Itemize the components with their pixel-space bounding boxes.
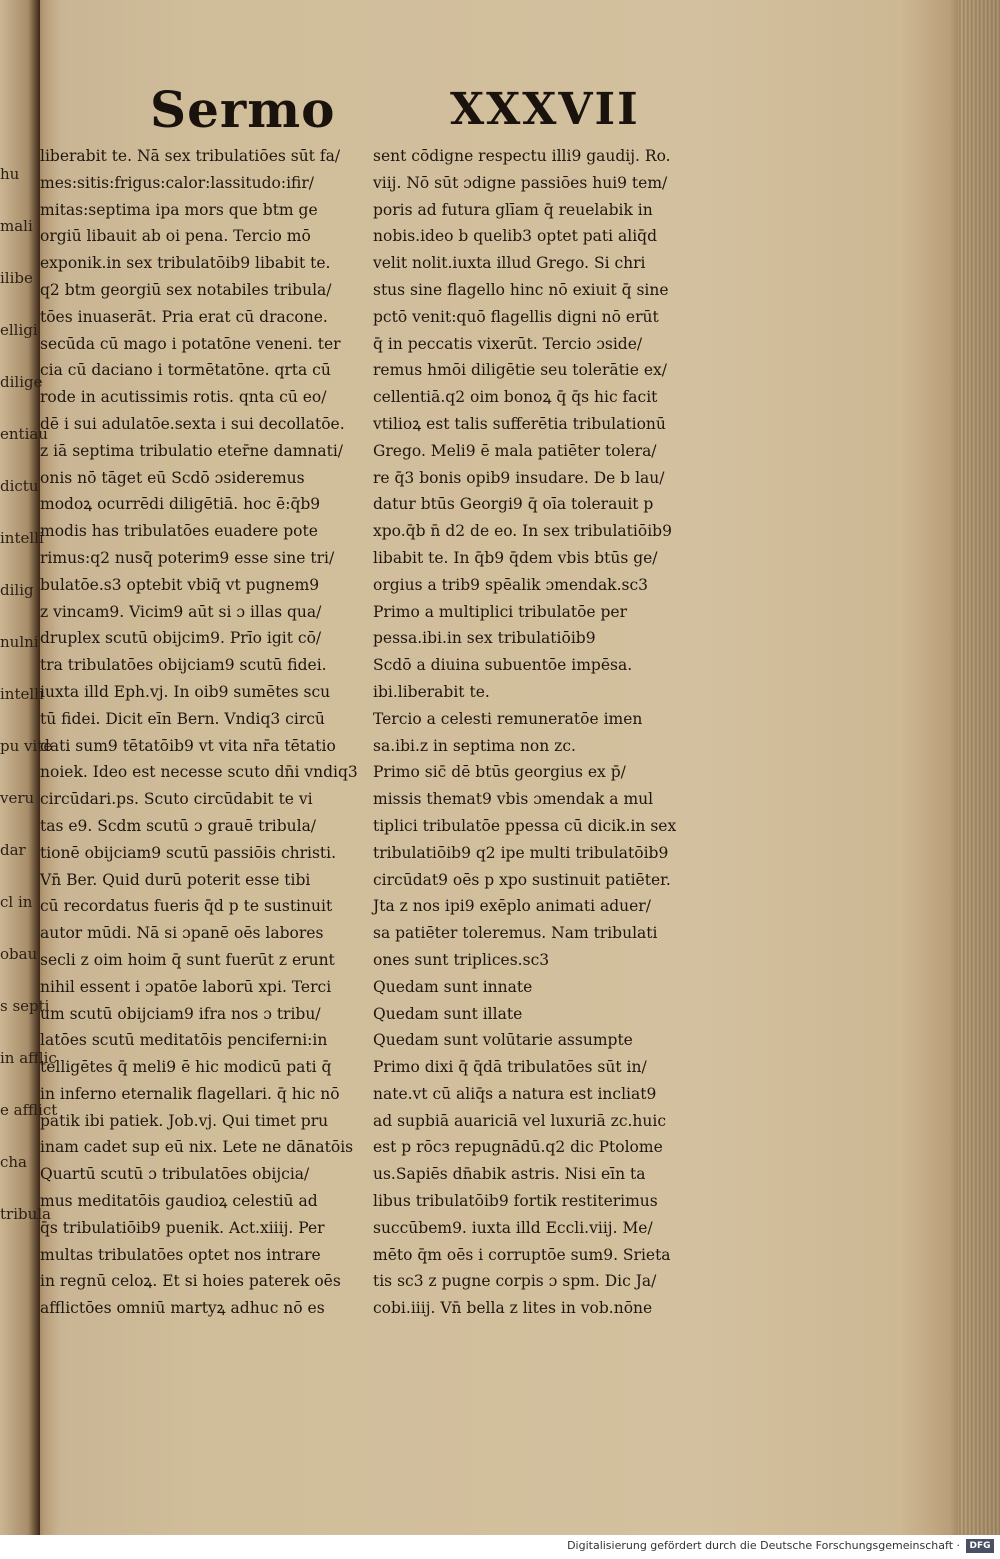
text-line: druplex scutū obijcim9. Prīo igit cō/ (40, 629, 322, 648)
text-line: us.Sapiēs dn̄abik astris. Nisi eīn ta (373, 1165, 646, 1184)
running-header (150, 80, 650, 140)
text-line: nate.vt cū aliq̄s a natura est incliat9 (373, 1084, 657, 1103)
facing-page-edge (0, 0, 58, 1535)
text-line: datur btūs Georgi9 q̄ oīa tolerauit p (373, 495, 654, 514)
text-line: nihil essent i ɔpatōe laborū xpi. Terci (40, 977, 332, 996)
text-line: onis nō tāget eū Scdō ɔsideremus (40, 468, 305, 487)
text-line: poris ad futura glīam q̄ reuelabik in (373, 200, 653, 219)
text-line: orgius a trib9 spēalik ɔmendak.sc3 (373, 575, 648, 594)
text-line: patik ibi patiek. Job.vj. Qui timet pru (40, 1111, 329, 1130)
margin-fragment: mali (0, 217, 33, 235)
text-line: viij. Nō sūt ɔdigne passiōes hui9 tem/ (373, 173, 668, 192)
text-line: circūdari.ps. Scuto circūdabit te vi (40, 790, 313, 809)
margin-fragment: dictu (0, 477, 39, 495)
margin-fragment: s septi (0, 997, 50, 1015)
text-line: Primo a multiplici tribulatōe per (373, 602, 628, 621)
margin-fragment: intelli (0, 685, 44, 703)
text-line: sa patiēter toleremus. Nam tribulati (373, 924, 658, 943)
text-line: re q̄3 bonis opib9 insudare. De b lau/ (373, 468, 665, 487)
text-line: mitas:septima ipa mors que btm ge (40, 200, 318, 219)
text-line: exponik.in sex tribulatōib9 libabit te. (40, 254, 331, 273)
text-line: ones sunt triplices.sc3 (373, 950, 550, 969)
margin-fragment: pu vite (0, 737, 53, 755)
text-line: modoꝝ ocurrēdi diligētiā. hoc ē:q̄b9 (40, 495, 321, 514)
margin-fragment: tribula (0, 1205, 51, 1223)
text-line: cellentiā.q2 oim bonoꝝ q̄ q̄s hic facit (373, 388, 658, 407)
text-line: sa.ibi.z in septima non zc. (373, 736, 576, 755)
text-line: tiplici tribulatōe ppessa cū dicik.in sex (373, 816, 677, 835)
header-title: Sermo (150, 80, 336, 139)
text-line: Quedam sunt innate (373, 977, 533, 996)
margin-fragment: cha (0, 1153, 28, 1171)
text-line: Quedam sunt illate (373, 1004, 523, 1023)
text-line: afflictōes omniū martyꝝ adhuc nō es (40, 1299, 325, 1318)
text-line: secūda cū mago i potatōne veneni. ter (40, 334, 341, 353)
text-line: autor mūdi. Nā si ɔpanē oēs labores (40, 924, 324, 943)
text-line: mus meditatōis gaudioꝝ celestiū ad (40, 1192, 318, 1211)
margin-fragment: obau (0, 945, 38, 963)
text-line: liberabit te. Nā sex tribulatiōes sūt fa/ (40, 147, 341, 165)
text-line: stus sine flagello hinc nō exiuit q̄ sine (373, 280, 669, 299)
footer-bar (0, 1535, 1000, 1559)
text-column-left (40, 143, 375, 1322)
text-line: Scdō a diuina subuentōe impēsa. (373, 656, 633, 675)
text-line: pctō venit:quō flagellis digni nō erūt (373, 307, 659, 326)
text-line: rimus:q2 nusq̄ poterim9 esse sine tri/ (40, 548, 335, 567)
text-line: noiek. Ideo est necesse scuto dn̄i vndiq3 (40, 763, 358, 782)
margin-fragment: dar (0, 841, 26, 859)
text-line: multas tribulatōes optet nos intrare (40, 1245, 321, 1264)
text-line: in regnū celoꝝ. Et si hoies paterek oēs (40, 1272, 341, 1291)
text-line: xpo.q̄b n̄ d2 de eo. In sex tribulatiōib9 (373, 522, 672, 541)
header-folio-number: XXXVII (450, 84, 640, 135)
text-line: in inferno eternalik flagellari. q̄ hic nō (40, 1084, 340, 1103)
text-line: Quedam sunt volūtarie assumpte (373, 1031, 633, 1050)
text-line: libus tribulatōib9 fortik restiterimus (373, 1192, 658, 1211)
funding-credit: Digitalisierung gefördert durch die Deutsche Forschungsgemeinschaft · (567, 1539, 960, 1552)
text-line: cobi.iiij. Vn̄ bella z lites in vob.nōne (373, 1299, 653, 1318)
text-line: Tercio a celesti remuneratōe imen (373, 709, 643, 728)
text-line: orgiū libauit ab oi pena. Tercio mō (40, 227, 311, 246)
text-line: dati sum9 tētatōib9 vt vita nr̄a tētatio (40, 736, 336, 755)
text-line: Grego. Meli9 ē mala patiēter tolera/ (373, 441, 657, 460)
text-line: tas e9. Scdm scutū ɔ grauē tribula/ (40, 816, 317, 835)
text-line: pessa.ibi.in sex tribulatiōib9 (373, 629, 596, 648)
margin-fragment: entiau (0, 425, 48, 443)
text-line: tribulatiōib9 q2 ipe multi tribulatōib9 (373, 843, 669, 862)
margin-fragment: elligi (0, 321, 38, 339)
text-line: nobis.ideo b quelib3 optet pati aliq̄d (373, 227, 658, 246)
text-line: rode in acutissimis rotis. qnta cū eo/ (40, 388, 327, 407)
margin-fragment: hu (0, 165, 20, 183)
text-line: z vincam9. Vicim9 aūt si ɔ illas qua/ (40, 602, 322, 621)
text-line: remus hmōi diligētie seu tolerātie ex/ (373, 361, 668, 380)
text-line: tionē obijciam9 scutū passiōis christi. (40, 843, 337, 862)
text-line: tra tribulatōes obijciam9 scutū fidei. (40, 656, 327, 675)
text-line: q̄ in peccatis vixerūt. Tercio ɔside/ (373, 334, 643, 353)
text-line: q̄s tribulatiōib9 puenik. Act.xiiij. Per (40, 1218, 325, 1237)
text-line: Quartū scutū ɔ tribulatōes obijcia/ (40, 1165, 310, 1184)
text-line: telligētes q̄ meli9 ē hic modicū pati q̄ (40, 1058, 332, 1077)
text-line: dē i sui adulatōe.sexta i sui decollatōe. (40, 414, 345, 433)
text-line: cū recordatus fueris q̄d p te sustinuit (40, 897, 333, 916)
text-line: iuxta illd Eph.vj. In oib9 sumētes scu (40, 682, 331, 701)
text-line: vtilioꝝ est talis sufferētia tribulationū (373, 414, 666, 433)
text-line: tū fidei. Dicit eīn Bern. Vndiq3 circū (40, 709, 325, 728)
text-line: Primo sic̄ dē btūs georgius ex p̄/ (373, 763, 626, 782)
margin-fragment: in afflic (0, 1049, 57, 1067)
dfg-logo: DFG (966, 1539, 994, 1553)
text-line: bulatōe.s3 optebit vbiq̄ vt pugnem9 (40, 575, 320, 594)
text-line: velit nolit.iuxta illud Grego. Si chri (373, 254, 646, 273)
text-line: sent cōdigne respectu illi9 gaudij. Ro. (373, 147, 671, 165)
text-line: tōes inuaserāt. Pria erat cū dracone. (40, 307, 328, 326)
text-line: modis has tribulatōes euadere pote (40, 522, 318, 541)
text-line: latōes scutū meditatōis penciferni:in (40, 1031, 328, 1050)
text-line: Vn̄ Ber. Quid durū poterit esse tibi (40, 870, 311, 889)
text-line: um scutū obijciam9 ifra nos ɔ tribu/ (40, 1004, 321, 1023)
text-line: succūbem9. iuxta illd Eccli.viij. Me/ (373, 1218, 653, 1237)
margin-fragment: dilige (0, 373, 43, 391)
text-line: secli z oim hoim q̄ sunt fuerūt z erunt (40, 950, 335, 969)
margin-fragment: e afflict (0, 1101, 58, 1119)
text-line: z iā septima tribulatio eter̄ne damnati/ (40, 441, 344, 460)
text-line: Primo dixi q̄ q̄dā tribulatōes sūt in/ (373, 1058, 647, 1077)
text-line: inam cadet sup eū nix. Lete ne dānatōis (40, 1138, 354, 1157)
text-column-right (373, 143, 718, 1322)
text-line: mēto q̄m oēs i corruptōe sum9. Srieta (373, 1245, 671, 1264)
margin-fragment: ilibe (0, 269, 33, 287)
text-line: tis sc3 z pugne corpis ɔ spm. Dic Ja/ (373, 1272, 657, 1291)
margin-fragment: dilig (0, 581, 34, 599)
text-line: ad supbiā auariciā vel luxuriā zc.huic (373, 1111, 667, 1130)
text-line: est p rōcз repugnādū.q2 dic Ptolome (373, 1138, 663, 1157)
text-line: cia cū daciano i tormētatōne. qrta cū (40, 361, 331, 380)
text-line: q2 btm georgiū sex notabiles tribula/ (40, 280, 332, 299)
margin-fragment: intelli (0, 529, 44, 547)
text-line: ibi.liberabit te. (373, 682, 490, 701)
margin-fragment: nulni (0, 633, 39, 651)
text-line: missis themat9 vbis ɔmendak a mul (373, 790, 654, 809)
text-line: libabit te. In q̄b9 q̄dem vbis btūs ge/ (373, 548, 658, 567)
text-line: Jta z nos ipi9 exēplo animati aduer/ (373, 897, 651, 916)
text-line: circūdat9 oēs p xpo sustinuit patiēter. (373, 870, 671, 889)
text-line: mes:sitis:frigus:calor:lassitudo:ifir/ (40, 173, 315, 192)
margin-fragment: cl in (0, 893, 33, 911)
margin-fragment: veru (0, 789, 35, 807)
book-fore-edge (958, 0, 1000, 1535)
